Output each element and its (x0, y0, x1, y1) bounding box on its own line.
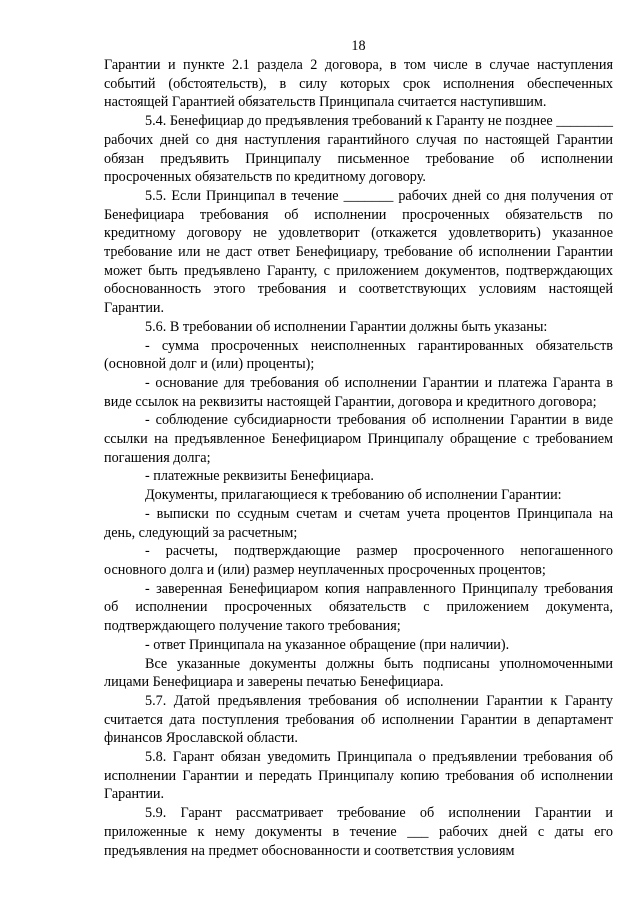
page-number: 18 (351, 38, 366, 54)
list-item-calculations: - расчеты, подтверждающие размер просроченного непогашенного основного долга и (или) размер неуплаченных просроченных процентов; (104, 543, 613, 578)
list-item-account-statements: - выписки по ссудным счетам и счетам учета процентов Принципала на день, следующий за расчетным; (104, 505, 613, 541)
paragraph-5-4: 5.4. Бенефициар до предъявления требований к Гаранту не позднее ________ рабочих дней со дня наступления гарантийного случая по настоящей Гарантии обязан предъявить Принципалу письменное требование об исполнении просроченных обязательств по кредитному договору. (104, 113, 613, 186)
list-item-overdue-amount: - сумма просроченных неисполненных гарантированных обязательств (основной долг и (или) проценты); (104, 337, 613, 373)
documents-heading: Документы, прилагающиеся к требованию об исполнении Гарантии: (145, 487, 562, 504)
paragraph-5-7: 5.7. Датой предъявления требования об исполнении Гарантии к Гаранту считается дата поступления требования об исполнении Гарантии в департамент финансов Ярославской области. (104, 692, 613, 747)
paragraph-signatures: Все указанные документы должны быть подписаны уполномоченными лицами Бенефициара и заверены печатью Бенефициара. (104, 655, 613, 691)
paragraph-continuation: Гарантии и пункте 2.1 раздела 2 договора, в том числе в случае наступления событий (обстоятельств), в силу которых срок исполнения обеспеченных настоящей Гарантией обязательств Принципала считается наступившим. (104, 57, 613, 111)
list-item-payment-details: - платежные реквизиты Бенефициара. (145, 468, 374, 485)
list-item-basis: - основание для требования об исполнении Гарантии и платежа Гаранта в виде ссылок на реквизиты настоящей Гарантии, договора и кредитного договора; (104, 374, 613, 410)
list-item-subsidiarity: - соблюдение субсидиарности требования об исполнении Гарантии в виде ссылки на предъявленное Бенефициаром Принципалу обращение с требованием погашения долга; (104, 412, 613, 466)
list-item-certified-copy: - заверенная Бенефициаром копия направленного Принципалу требования об исполнении просроченных обязательств с приложением документа, подтверждающего получение такого требования; (104, 580, 613, 635)
paragraph-5-9: 5.9. Гарант рассматривает требование об исполнении Гарантии и приложенные к нему документы в течение ___ рабочих дней с даты его предъявления на предмет обоснованности и соответствия условиям (104, 805, 613, 859)
list-item-principal-response: - ответ Принципала на указанное обращение (при наличии). (145, 636, 510, 653)
document-body (104, 56, 613, 860)
paragraph-5-8: 5.8. Гарант обязан уведомить Принципала о предъявлении требования об исполнении Гарантии и передать Принципалу копию требования об исполнении Гарантии. (104, 749, 613, 803)
paragraph-5-5: 5.5. Если Принципал в течение _______ рабочих дней со дня получения от Бенефициара требования об исполнении просроченных обязательств по кредитному договору не удовлетворит (откажется удовлетворить) указанное требование или не даст ответ Бенефициару, требование об исполнении Гарантии может быть предъявлено Гаранту, с приложением документов, подтверждающих обоснованность этого требования и соответствующих условиям настоящей Гарантии. (104, 187, 613, 317)
paragraph-5-6: 5.6. В требовании об исполнении Гарантии должны быть указаны: (145, 318, 548, 335)
